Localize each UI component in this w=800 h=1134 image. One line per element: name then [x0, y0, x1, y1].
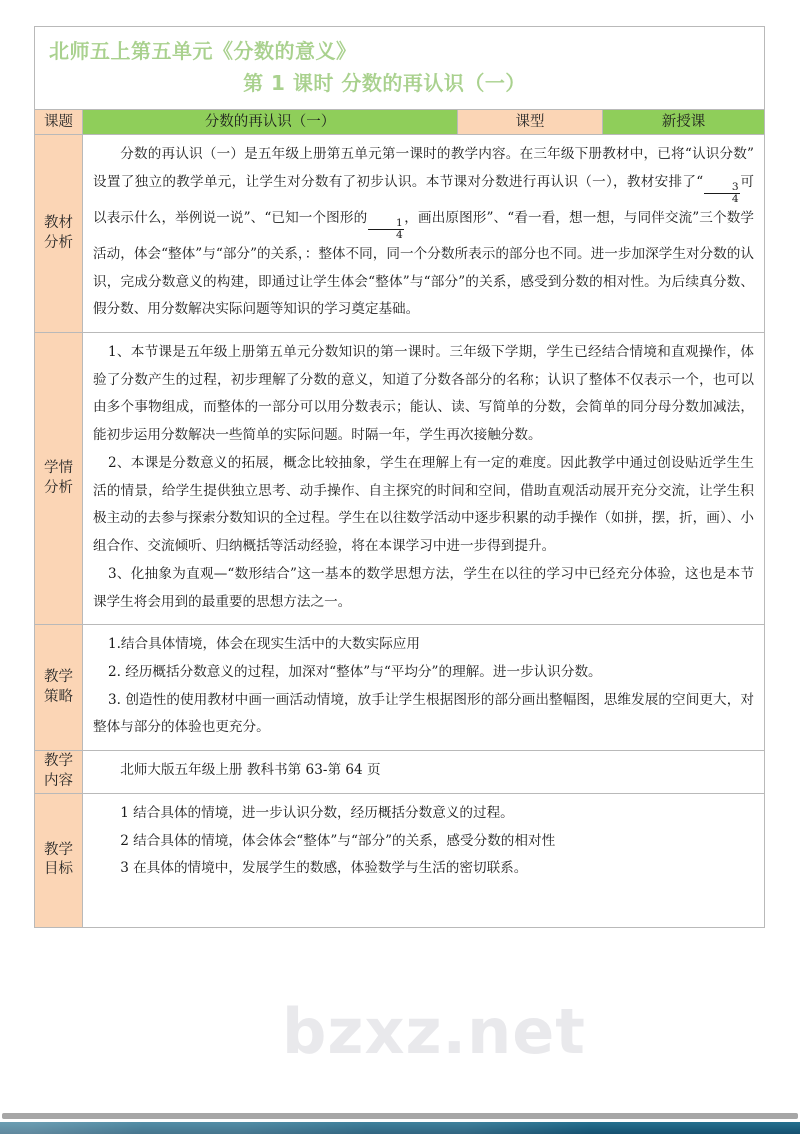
header-label-type: 课型 — [458, 110, 603, 135]
table-row-teaching-goals — [35, 793, 765, 927]
row-label-line-2: 内容 — [44, 772, 73, 789]
watermark-text: bzxz.net — [282, 995, 586, 1068]
row-content-teaching-content — [83, 751, 765, 794]
row-content-student-analysis — [83, 333, 765, 625]
paragraph: 1 结合具体的情境，进一步认识分数，经历概括分数意义的过程。 — [120, 804, 514, 821]
row-label-line-1: 教学 — [44, 841, 73, 858]
table-row-teaching-content — [35, 751, 765, 794]
title-block — [35, 27, 765, 110]
header-label-subject: 课题 — [35, 110, 83, 135]
row-label-teaching-strategy — [35, 625, 83, 751]
row-label-line-2: 分析 — [44, 234, 73, 251]
page-title-line-1: 北师五上第五单元《分数的意义》 — [49, 39, 357, 63]
row-label-line-2: 分析 — [44, 479, 73, 496]
paragraph: 2 结合具体的情境，体会体会“整体”与“部分”的关系，感受分数的相对性 — [120, 832, 556, 849]
footer-gray-bar — [2, 1113, 798, 1119]
table-row-header — [35, 110, 765, 135]
row-label-line-2: 目标 — [44, 861, 73, 878]
row-label-teaching-content — [35, 751, 83, 794]
lesson-plan-table — [34, 26, 765, 928]
row-content-textbook-analysis — [83, 135, 765, 333]
paragraph: 2、本课是分数意义的拓展，概念比较抽象，学生在理解上有一定的难度。因此教学中通过创设贴近学生生活的情景，给学生提供独立思考、动手操作、自主探究的时间和空间，借助直观活动展开充分交流，让学生积极主动的去参与探索分数知识的全过程。学生在以往数学活动中逐步积累的动手操作（如拼，摆，折，画）、小组合作、交流倾听、归纳概括等活动经验，将在本课学习中进一步得到提升。 — [93, 454, 754, 555]
paragraph: 北师大版五年级上册 教科书第 63-第 64 页 — [120, 762, 381, 779]
paragraph: 3、化抽象为直观—“数形结合”这一基本的数学思想方法，学生在以往的学习中已经充分体验，这也是本节课学生将会用到的最重要的思想方法之一。 — [93, 565, 754, 610]
row-label-student-analysis — [35, 333, 83, 625]
table-row-teaching-strategy — [35, 625, 765, 751]
paragraph: 1.结合具体情境，体会在现实生活中的大数实际应用 — [107, 636, 420, 653]
header-value-type: 新授课 — [603, 110, 765, 135]
paragraph: 分数的再认识（一）是五年级上册第五单元第一课时的教学内容。在三年级下册教材中，已将“认识分数”设置了独立的教学单元，让学生对分数有了初步认识。本节课对分数进行再认识（一），教材安排了“ $\frac{3}{4}$ 可以表示什么，举例说一说”、“已知一个图形的 $\frac{1}{4}$ ，画出原图形”、“看一看，想一想，与同伴交流”三个数学活动，体会“整体”与“部分”的关系，：整体不同，同一个分数所表示的部分也不同。进一步加深学生对分数的认识，完成分数意义的构建，即通过让学生体会“整体”与“部分”的关系，感受到分数的相对性。为后续真分数、假分数、用分数解决实际问题等知识的学习奠定基础。 — [93, 146, 755, 318]
row-label-line-1: 学情 — [44, 460, 73, 477]
paragraph: 1、本节课是五年级上册第五单元分数知识的第一课时。三年级下学期，学生已经结合情境和直观操作，体验了分数产生的过程，初步理解了分数的意义，知道了分数各部分的名称；认识了整体不仅表示一个，也可以由多个事物组成，而整体的一部分可以用分数表示；能认、读、写简单的分数，会简单的同分母分数加减法，能初步运用分数解决一些简单的实际问题。时隔一年，学生再次接触分数。 — [93, 344, 754, 444]
footer-teal-band — [0, 1122, 800, 1134]
paragraph: 3. 创造性的使用教材中画一画活动情境，放手让学生根据图形的部分画出整幅图，思维发展的空间更大，对整体与部分的体验也更充分。 — [93, 691, 754, 736]
row-content-teaching-strategy — [83, 625, 765, 751]
row-label-line-1: 教学 — [44, 669, 73, 686]
row-label-teaching-goals — [35, 793, 83, 927]
table-row-textbook-analysis — [35, 135, 765, 333]
page-title-line-2: 第 1 课时 分数的再认识（一） — [243, 71, 526, 95]
row-label-line-1: 教材 — [44, 214, 73, 231]
row-label-line-2: 策略 — [44, 688, 73, 705]
row-label-line-1: 教学 — [44, 753, 73, 770]
paragraph: 2. 经历概括分数意义的过程，加深对“整体”与“平均分”的理解。进一步认识分数。 — [107, 663, 602, 680]
header-value-subject: 分数的再认识（一） — [83, 110, 458, 135]
row-label-textbook-analysis — [35, 135, 83, 333]
paragraph: 3 在具体的情境中，发展学生的数感，体验数学与生活的密切联系。 — [120, 860, 528, 877]
table-row-student-analysis — [35, 333, 765, 625]
table-row-title — [35, 27, 765, 110]
fraction-3-over-4: $\frac{3}{4}$ — [704, 182, 740, 205]
row-content-teaching-goals — [83, 793, 765, 927]
fraction-1-over-4: $\frac{1}{4}$ — [368, 218, 404, 241]
